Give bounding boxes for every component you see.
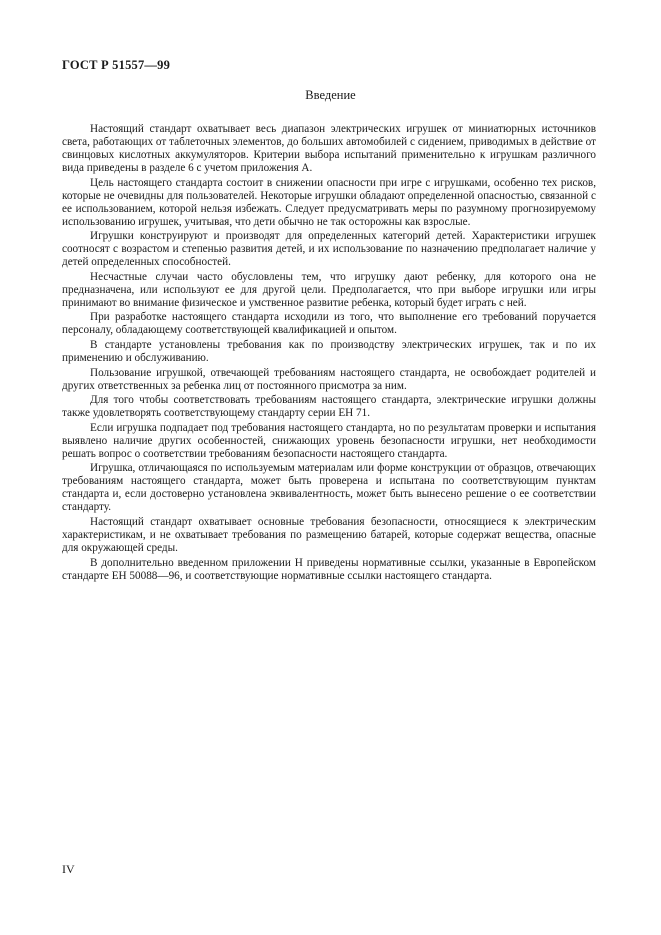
- paragraph: В дополнительно введенном приложении Н приведены нормативные ссылки, указанные в Европейском стандарте ЕН 50088—96, и соответствующие нормативные ссылки настоящего стандарта.: [62, 556, 596, 582]
- paragraph: Игрушка, отличающаяся по используемым материалам или форме конструкции от образцов, отвечающих требованиям настоящего стандарта, может быть проверена и испытана по соответствующим пунктам стандарта и, если достоверно установлена эквивалентность, может быть вынесено решение о ее соответствии стандарту.: [62, 462, 596, 514]
- document-header: ГОСТ Р 51557—99: [62, 58, 171, 72]
- body-text: [62, 123, 596, 584]
- paragraph: В стандарте установлены требования как по производству электрических игрушек, так и по их применению и обслуживанию.: [62, 338, 596, 364]
- page-number: IV: [62, 862, 75, 876]
- paragraph: Настоящий стандарт охватывает весь диапазон электрических игрушек от миниатюрных источников света, работающих от таблеточных элементов, до больших автомобилей с сидением, приводимых в действие от свинцовых кислотных аккумуляторов. Критерии выбора испытаний применительно к игрушкам различного вида приведены в разделе 6 с учетом приложения А.: [62, 123, 596, 174]
- paragraph: Если игрушка подпадает под требования настоящего стандарта, но по результатам проверки и испытания выявлено наличие других особенностей, снижающих уровень безопасности игрушки, нет необходимости решать вопрос о соответствии требованиям безопасности настоящего стандарта.: [62, 421, 596, 460]
- paragraph: Пользование игрушкой, отвечающей требованиям настоящего стандарта, не освобождает родителей и других ответственных за ребенка лиц от постоянного присмотра за ним.: [62, 366, 596, 392]
- paragraph: Цель настоящего стандарта состоит в снижении опасности при игре с игрушками, особенно тех рисков, которые не очевидны для пользователей. Некоторые игрушки обладают определенной опасностью, связанной с ее использованием, которой нельзя избежать. Следует предусматривать меры по разумному прогнозируемому использованию игрушек, учитывая, что дети обычно не так осторожны как взрослые.: [62, 176, 596, 228]
- paragraph: Настоящий стандарт охватывает основные требования безопасности, относящиеся к электрическим характеристикам, и не охватывает требования по размещению батарей, которые содержат вещества, опасные для окружающей среды.: [62, 515, 596, 554]
- section-title: Введение: [305, 88, 356, 102]
- paragraph: При разработке настоящего стандарта исходили из того, что выполнение его требований поручается персоналу, обладающему соответствующей квалификацией и опытом.: [62, 311, 596, 337]
- paragraph: Игрушки конструируют и производят для определенных категорий детей. Характеристики игрушек соотносят с возрастом и степенью развития детей, и их использование по назначению предполагает наличие у детей определенных способностей.: [62, 230, 596, 269]
- paragraph: Несчастные случаи часто обусловлены тем, что игрушку дают ребенку, для которого она не предназначена, или используют ее для другой цели. Предполагается, что при выборе игрушки или игры принимают во внимание физическое и умственное развитие ребенка, который будет играть с ней.: [62, 270, 596, 309]
- paragraph: Для того чтобы соответствовать требованиям настоящего стандарта, электрические игрушки должны также удовлетворять соответствующему стандарту серии ЕН 71.: [62, 394, 596, 420]
